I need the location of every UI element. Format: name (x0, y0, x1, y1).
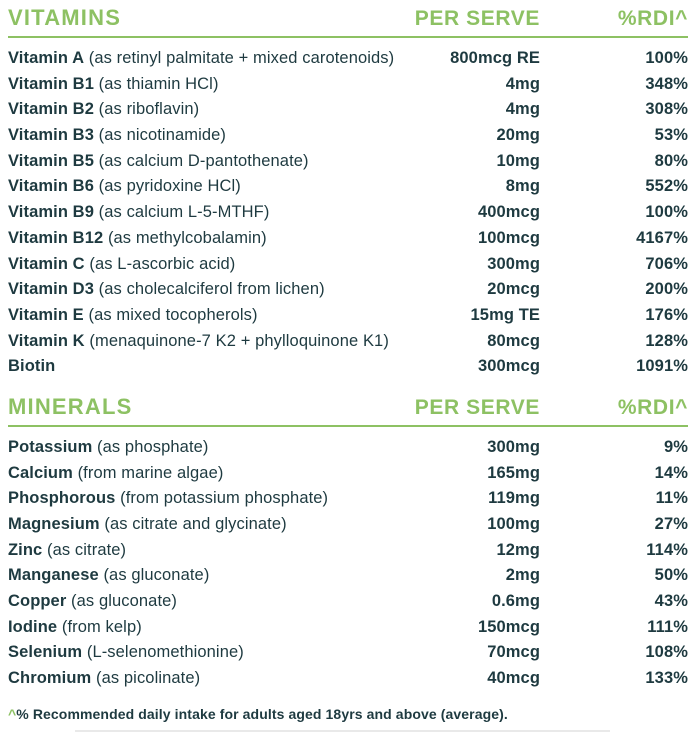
nutrient-name: Vitamin B5 (8, 151, 94, 170)
table-row (8, 303, 688, 329)
nutrient-name-cell (8, 226, 410, 252)
nutrient-name-cell (8, 538, 410, 564)
nutrient-source: (as pyridoxine HCl) (98, 177, 241, 196)
rdi-value: 27% (654, 515, 688, 533)
per-serve-value: 400mcg (477, 203, 540, 222)
per-serve-value: 4mg (505, 100, 540, 119)
nutrient-source: (as riboflavin) (98, 100, 200, 119)
nutrient-name-cell (8, 200, 410, 226)
table-row (8, 589, 688, 615)
per-serve-value: 0.6mg (491, 592, 540, 611)
rdi-column-header: %RDI^ (617, 7, 688, 30)
nutrient-name-cell (8, 149, 410, 175)
per-serve-value: 800mcg RE (450, 49, 540, 67)
nutrient-name: Vitamin B2 (8, 100, 94, 119)
rdi-value: 200% (645, 280, 688, 299)
nutrient-name: Vitamin D3 (8, 280, 94, 299)
nutrient-source: (as picolinate) (96, 669, 201, 688)
nutrient-source: (as gluconate) (71, 592, 178, 611)
nutrient-source: (menaquinone-7 K2 + phylloquinone K1) (89, 331, 389, 350)
table-row (8, 538, 688, 564)
nutrient-name: Zinc (8, 540, 43, 559)
nutrient-name: Magnesium (8, 515, 100, 533)
table-row (8, 354, 688, 380)
rdi-value: 348% (645, 74, 688, 93)
nutrient-name: Biotin (8, 357, 56, 376)
rdi-value: 100% (645, 49, 688, 67)
table-row (8, 149, 688, 175)
per-serve-value: 300mg (487, 254, 540, 273)
per-serve-value: 15mg TE (470, 305, 540, 324)
nutrient-source: (as calcium L-5-MTHF) (98, 203, 270, 222)
nutrient-source: (as phosphate) (97, 437, 209, 456)
nutrient-name: Potassium (8, 437, 93, 456)
vitamins-section-header (8, 5, 688, 31)
rdi-value: 176% (645, 305, 688, 324)
vitamins-rows (8, 38, 688, 380)
nutrient-name-cell (8, 512, 410, 538)
nutrient-source: (from kelp) (61, 617, 142, 636)
table-row (8, 329, 688, 355)
nutrient-source: (as nicotinamide) (98, 126, 227, 145)
table-row (8, 666, 688, 692)
table-row (8, 200, 688, 226)
rdi-value: 1091% (636, 357, 688, 376)
nutrient-name: Vitamin B9 (8, 203, 94, 222)
nutrient-name-cell (8, 123, 410, 149)
rdi-value: 80% (654, 151, 688, 170)
table-row (8, 252, 688, 278)
rdi-value: 9% (663, 437, 688, 456)
nutrient-source: (as mixed tocopherols) (88, 305, 258, 324)
nutrient-name-cell (8, 589, 410, 615)
table-row (8, 174, 688, 200)
rdi-value: 133% (645, 669, 688, 688)
table-row (8, 226, 688, 252)
section-title: VITAMINS (8, 5, 122, 30)
nutrient-name: Vitamin C (8, 254, 85, 273)
rdi-value: 128% (645, 331, 688, 350)
rdi-value: 50% (654, 566, 688, 585)
table-row (8, 640, 688, 666)
per-serve-value: 4mg (505, 74, 540, 93)
table-row (8, 461, 688, 487)
per-serve-value: 2mg (505, 566, 540, 585)
nutrient-source: (as gluconate) (103, 566, 210, 585)
rdi-value: 53% (654, 126, 688, 145)
per-serve-value: 70mcg (487, 643, 540, 662)
nutrient-source: (as retinyl palmitate + mixed carotenoids) (88, 49, 395, 67)
nutrient-name: Selenium (8, 643, 83, 662)
nutrient-name: Vitamin A (8, 49, 85, 67)
bottom-divider (75, 730, 610, 732)
section-title: MINERALS (8, 393, 133, 419)
table-row (8, 563, 688, 589)
per-serve-value: 20mg (496, 126, 540, 145)
nutrient-name-cell (8, 354, 410, 380)
nutrient-name-cell (8, 329, 410, 355)
per-serve-value: 165mg (487, 463, 540, 482)
rdi-value: 4167% (636, 228, 688, 247)
table-row (8, 123, 688, 149)
nutrient-source: (as thiamin HCl) (98, 74, 219, 93)
rdi-value: 114% (646, 540, 688, 559)
per-serve-value: 119mg (488, 489, 540, 508)
nutrient-name: Copper (8, 592, 67, 611)
nutrient-source: (as calcium D-pantothenate) (98, 151, 309, 170)
table-row (8, 435, 688, 461)
table-row (8, 46, 688, 72)
per-serve-value: 80mcg (487, 331, 540, 350)
nutrient-name: Vitamin E (8, 305, 84, 324)
rdi-value: 552% (645, 177, 688, 196)
rdi-value: 111% (647, 617, 688, 636)
nutrient-name: Vitamin B12 (8, 228, 104, 247)
nutrient-name-cell (8, 174, 410, 200)
nutrient-source: (as cholecalciferol from lichen) (98, 280, 325, 299)
nutrient-name-cell (8, 615, 410, 641)
nutrient-name: Calcium (8, 463, 73, 482)
table-row (8, 72, 688, 98)
nutrient-name: Vitamin K (8, 331, 85, 350)
nutrient-name: Vitamin B3 (8, 126, 94, 145)
table-row (8, 512, 688, 538)
rdi-value: 308% (645, 100, 688, 119)
per-serve-value: 12mg (496, 540, 540, 559)
nutrient-name: Iodine (8, 617, 58, 636)
footnote-text: % Recommended daily intake for adults aged 18yrs and above (average). (16, 705, 508, 722)
table-row (8, 615, 688, 641)
minerals-section (8, 394, 688, 692)
nutrient-source: (from marine algae) (77, 463, 224, 482)
nutrient-name: Vitamin B1 (8, 74, 94, 93)
table-row (8, 97, 688, 123)
per-serve-value: 100mg (487, 515, 540, 533)
nutrient-source: (as methylcobalamin) (107, 228, 267, 247)
nutrient-source: (L-selenomethionine) (86, 643, 244, 662)
minerals-rows (8, 427, 688, 692)
nutrient-name-cell (8, 486, 410, 512)
rdi-value: 108% (645, 643, 688, 662)
nutrient-name-cell (8, 97, 410, 123)
nutrient-name: Phosphorous (8, 489, 116, 508)
nutrient-name-cell (8, 563, 410, 589)
per-serve-value: 20mcg (487, 280, 540, 299)
nutrient-name: Manganese (8, 566, 99, 585)
rdi-value: 11% (655, 489, 688, 508)
rdi-value: 100% (645, 203, 688, 222)
per-serve-value: 300mg (487, 437, 540, 456)
nutrient-name-cell (8, 640, 410, 666)
footnote (8, 706, 688, 722)
rdi-value: 14% (654, 463, 688, 482)
nutrient-source: (as citrate and glycinate) (104, 515, 287, 533)
nutrient-name-cell (8, 46, 410, 72)
nutrient-name-cell (8, 303, 410, 329)
nutrient-name-cell (8, 277, 410, 303)
nutrient-name-cell (8, 435, 410, 461)
table-row (8, 486, 688, 512)
footnote-caret-marker: ^ (8, 705, 17, 722)
rdi-value: 706% (645, 254, 688, 273)
minerals-section-header (8, 394, 688, 420)
nutrient-name: Vitamin B6 (8, 177, 94, 196)
nutrient-name: Chromium (8, 669, 92, 688)
per-serve-value: 100mcg (477, 228, 540, 247)
nutrient-name-cell (8, 252, 410, 278)
per-serve-value: 150mcg (477, 617, 540, 636)
rdi-column-header: %RDI^ (617, 395, 688, 419)
per-serve-column-header: PER SERVE (414, 395, 540, 419)
rdi-value: 43% (654, 592, 688, 611)
nutrient-source: (from potassium phosphate) (120, 489, 329, 508)
table-row (8, 277, 688, 303)
nutrient-name-cell (8, 461, 410, 487)
per-serve-value: 8mg (505, 177, 540, 196)
nutrient-source: (as L-ascorbic acid) (89, 254, 236, 273)
per-serve-value: 300mcg (477, 357, 540, 376)
vitamins-section (8, 5, 688, 380)
nutrient-name-cell (8, 72, 410, 98)
nutrient-source: (as citrate) (47, 540, 127, 559)
nutrient-name-cell (8, 666, 410, 692)
per-serve-value: 40mcg (487, 669, 540, 688)
per-serve-column-header: PER SERVE (414, 7, 540, 30)
per-serve-value: 10mg (496, 151, 540, 170)
